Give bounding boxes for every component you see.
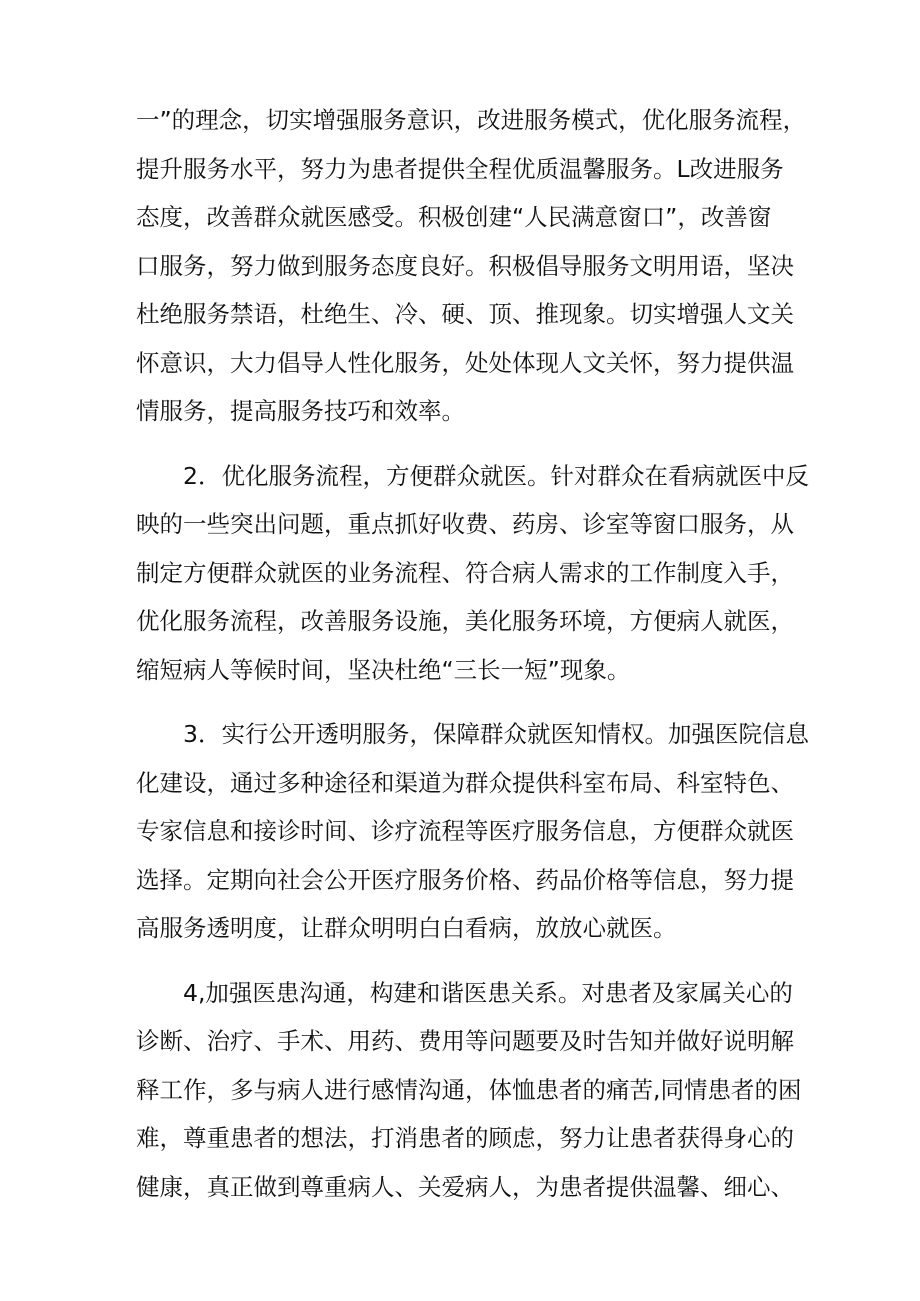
paragraph-2 [136, 452, 809, 695]
text-line: 4,加强医患沟通，构建和谐医患关系。对患者及家属关心的 [183, 978, 793, 1007]
text-line: 杜绝服务禁语，杜绝生、冷、硬、顶、推现象。切实增强人文关 [136, 300, 794, 328]
text-line: 提升服务水平，努力为患者提供全程优质温馨服务。L改进服务 [136, 154, 784, 183]
text-line: 释工作，多与病人进行感情沟通，体恤患者的痛苦,同情患者的困 [136, 1075, 802, 1104]
text-line: 化建设，通过多种途径和渠道为群众提供科室布局、科室特色、 [136, 768, 794, 797]
text-line: 2．优化服务流程，方便群众就医。针对群众在看病就医中反 [183, 461, 809, 490]
text-line: 高服务透明度，让群众明明白白看病，放放心就医。 [136, 914, 677, 942]
text-line: 口服务，努力做到服务态度良好。积极倡导服务文明用语，坚决 [136, 251, 794, 280]
text-line: 优化服务流程，改善服务设施，美化服务环境，方便病人就医， [136, 607, 794, 635]
text-line: 选择。定期向社会公开医疗服务价格、药品价格等信息，努力提 [136, 865, 794, 894]
text-line: 3．实行公开透明服务，保障群众就医知情权。加强医院信息 [183, 720, 809, 748]
text-line: 映的一些突出问题，重点抓好收费、药房、诊室等窗口服务，从 [136, 510, 794, 538]
paragraph-1 [136, 96, 807, 436]
text-line: 怀意识，大力倡导人性化服务，处处体现人文关怀，努力提供温 [136, 348, 794, 377]
text-line: 诊断、治疗、手术、用药、费用等问题要及时告知并做好说明解 [136, 1027, 794, 1055]
text-line: 缩短病人等候时间，坚决杜绝“三长一短”现象。 [136, 655, 631, 684]
text-line: 一”的理念，切实增强服务意识，改进服务模式，优化服务流程， [136, 106, 807, 134]
paragraph-spacer [136, 694, 796, 710]
text-line: 难，尊重患者的想法，打消患者的顾虑，努力让患者获得身心的 [136, 1124, 794, 1152]
text-line: 制定方便群众就医的业务流程、符合病人需求的工作制度入手， [136, 558, 794, 587]
paragraph-3 [136, 710, 809, 953]
text-line: 态度，改善群众就医感受。积极创建“人民满意窗口”，改善窗 [136, 203, 772, 231]
paragraph-spacer [136, 436, 796, 452]
text-line: 健康，真正做到尊重病人、关爱病人，为患者提供温馨、细心、 [136, 1172, 794, 1201]
paragraph-spacer [136, 953, 796, 969]
paragraph-4 [136, 969, 802, 1212]
document-body [136, 96, 809, 1211]
text-line: 情服务，提高服务技巧和效率。 [136, 397, 465, 425]
text-line: 专家信息和接诊时间、诊疗流程等医疗服务信息，方便群众就医 [136, 817, 794, 845]
